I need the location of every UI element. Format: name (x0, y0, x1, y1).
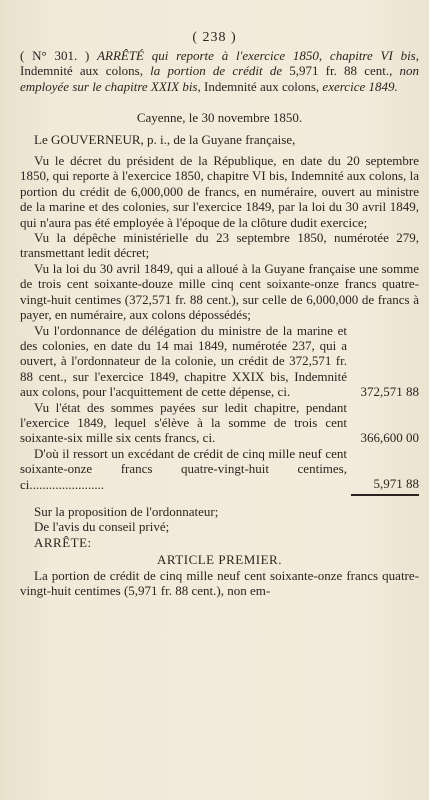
amount-credit: 372,571 88 (360, 383, 419, 399)
decree-header: ( N° 301. ) ARRÊTÉ qui reporte à l'exercice 1850, chapitre VI bis, Indemnité aux colons, la portion de crédit de 5,971 fr. 88 cent., non employée sur le chapitre XXIX bis, Indemnité aux colons, exercice 1849. (20, 48, 420, 94)
para-5-row (20, 400, 419, 446)
para-2: Vu la dépêche ministérielle du 23 septembre 1850, numérotée 279, transmettant ledit décret; (20, 230, 419, 261)
page-number: ( 238 ) (192, 30, 237, 45)
governor-line: Le GOUVERNEUR, p. i., de la Guyane française, (34, 131, 296, 147)
amount-paid: 366,600 00 (360, 429, 419, 445)
para-1: Vu le décret du président de la République, en date du 20 septembre 1850, qui reporte à l'exercice 1850, chapitre VI bis, Indemnité aux colons, la portion du crédit de 6,000,000 de francs, en numéraire, ouvert au ministre de la marine et des colonies, sur l'exercice 1849, par la loi du 30 avril 1849, qui n'aura pas été employée à l'époque de la clôture dudit exercice; (20, 153, 419, 230)
total-rule (351, 494, 419, 496)
page-content (20, 48, 419, 598)
para-4-row (20, 323, 419, 400)
para-6: D'où il ressort un excédant de crédit de cinq mille neuf cent soixante-onze francs quatre-vingt-huit centimes, ci....................... (20, 445, 347, 492)
para-3: Vu la loi du 30 avril 1849, qui a alloué à la Guyane française une somme de trois cent soixante-douze mille cinq cent soixante-onze francs quatre-vingt-huit centimes (372,571 fr. 88 cent.), sur celle de 6,000,000 de francs à payer, en numéraire, aux colons dépossédés; (20, 260, 419, 323)
place-date: Cayenne, le 30 novembre 1850. (136, 110, 303, 126)
para-10: La portion de crédit de cinq mille neuf cent soixante-onze francs quatre-vingt-huit centimes (5,971 fr. 88 cent.), non em- (20, 567, 419, 598)
amount-excess: 5,971 88 (373, 475, 419, 491)
para-4: Vu l'ordonnance de délégation du ministre de la marine et des colonies, en date du 14 mai 1849, numérotée 237, qui a ouvert, à l'ordonnateur de la colonie, un crédit de 372,571 fr. 88 cent., sur l'exercice 1849, chapitre XXIX bis, Indemnité aux colons, pour l'acquittement de cette dépense, ci. (20, 322, 347, 400)
para-5: Vu l'état des sommes payées sur ledit chapitre, pendant l'exercice 1849, lequel s'élève à la somme de trois cent soixante-six mille six cents francs, ci. (20, 399, 347, 446)
para-6-row (20, 446, 419, 492)
para-7: Sur la proposition de l'ordonnateur; (34, 503, 219, 519)
arrete-line: ARRÊTE: (34, 534, 92, 550)
article-heading: ARTICLE PREMIER. (157, 552, 282, 568)
para-8: De l'avis du conseil privé; (34, 519, 170, 535)
